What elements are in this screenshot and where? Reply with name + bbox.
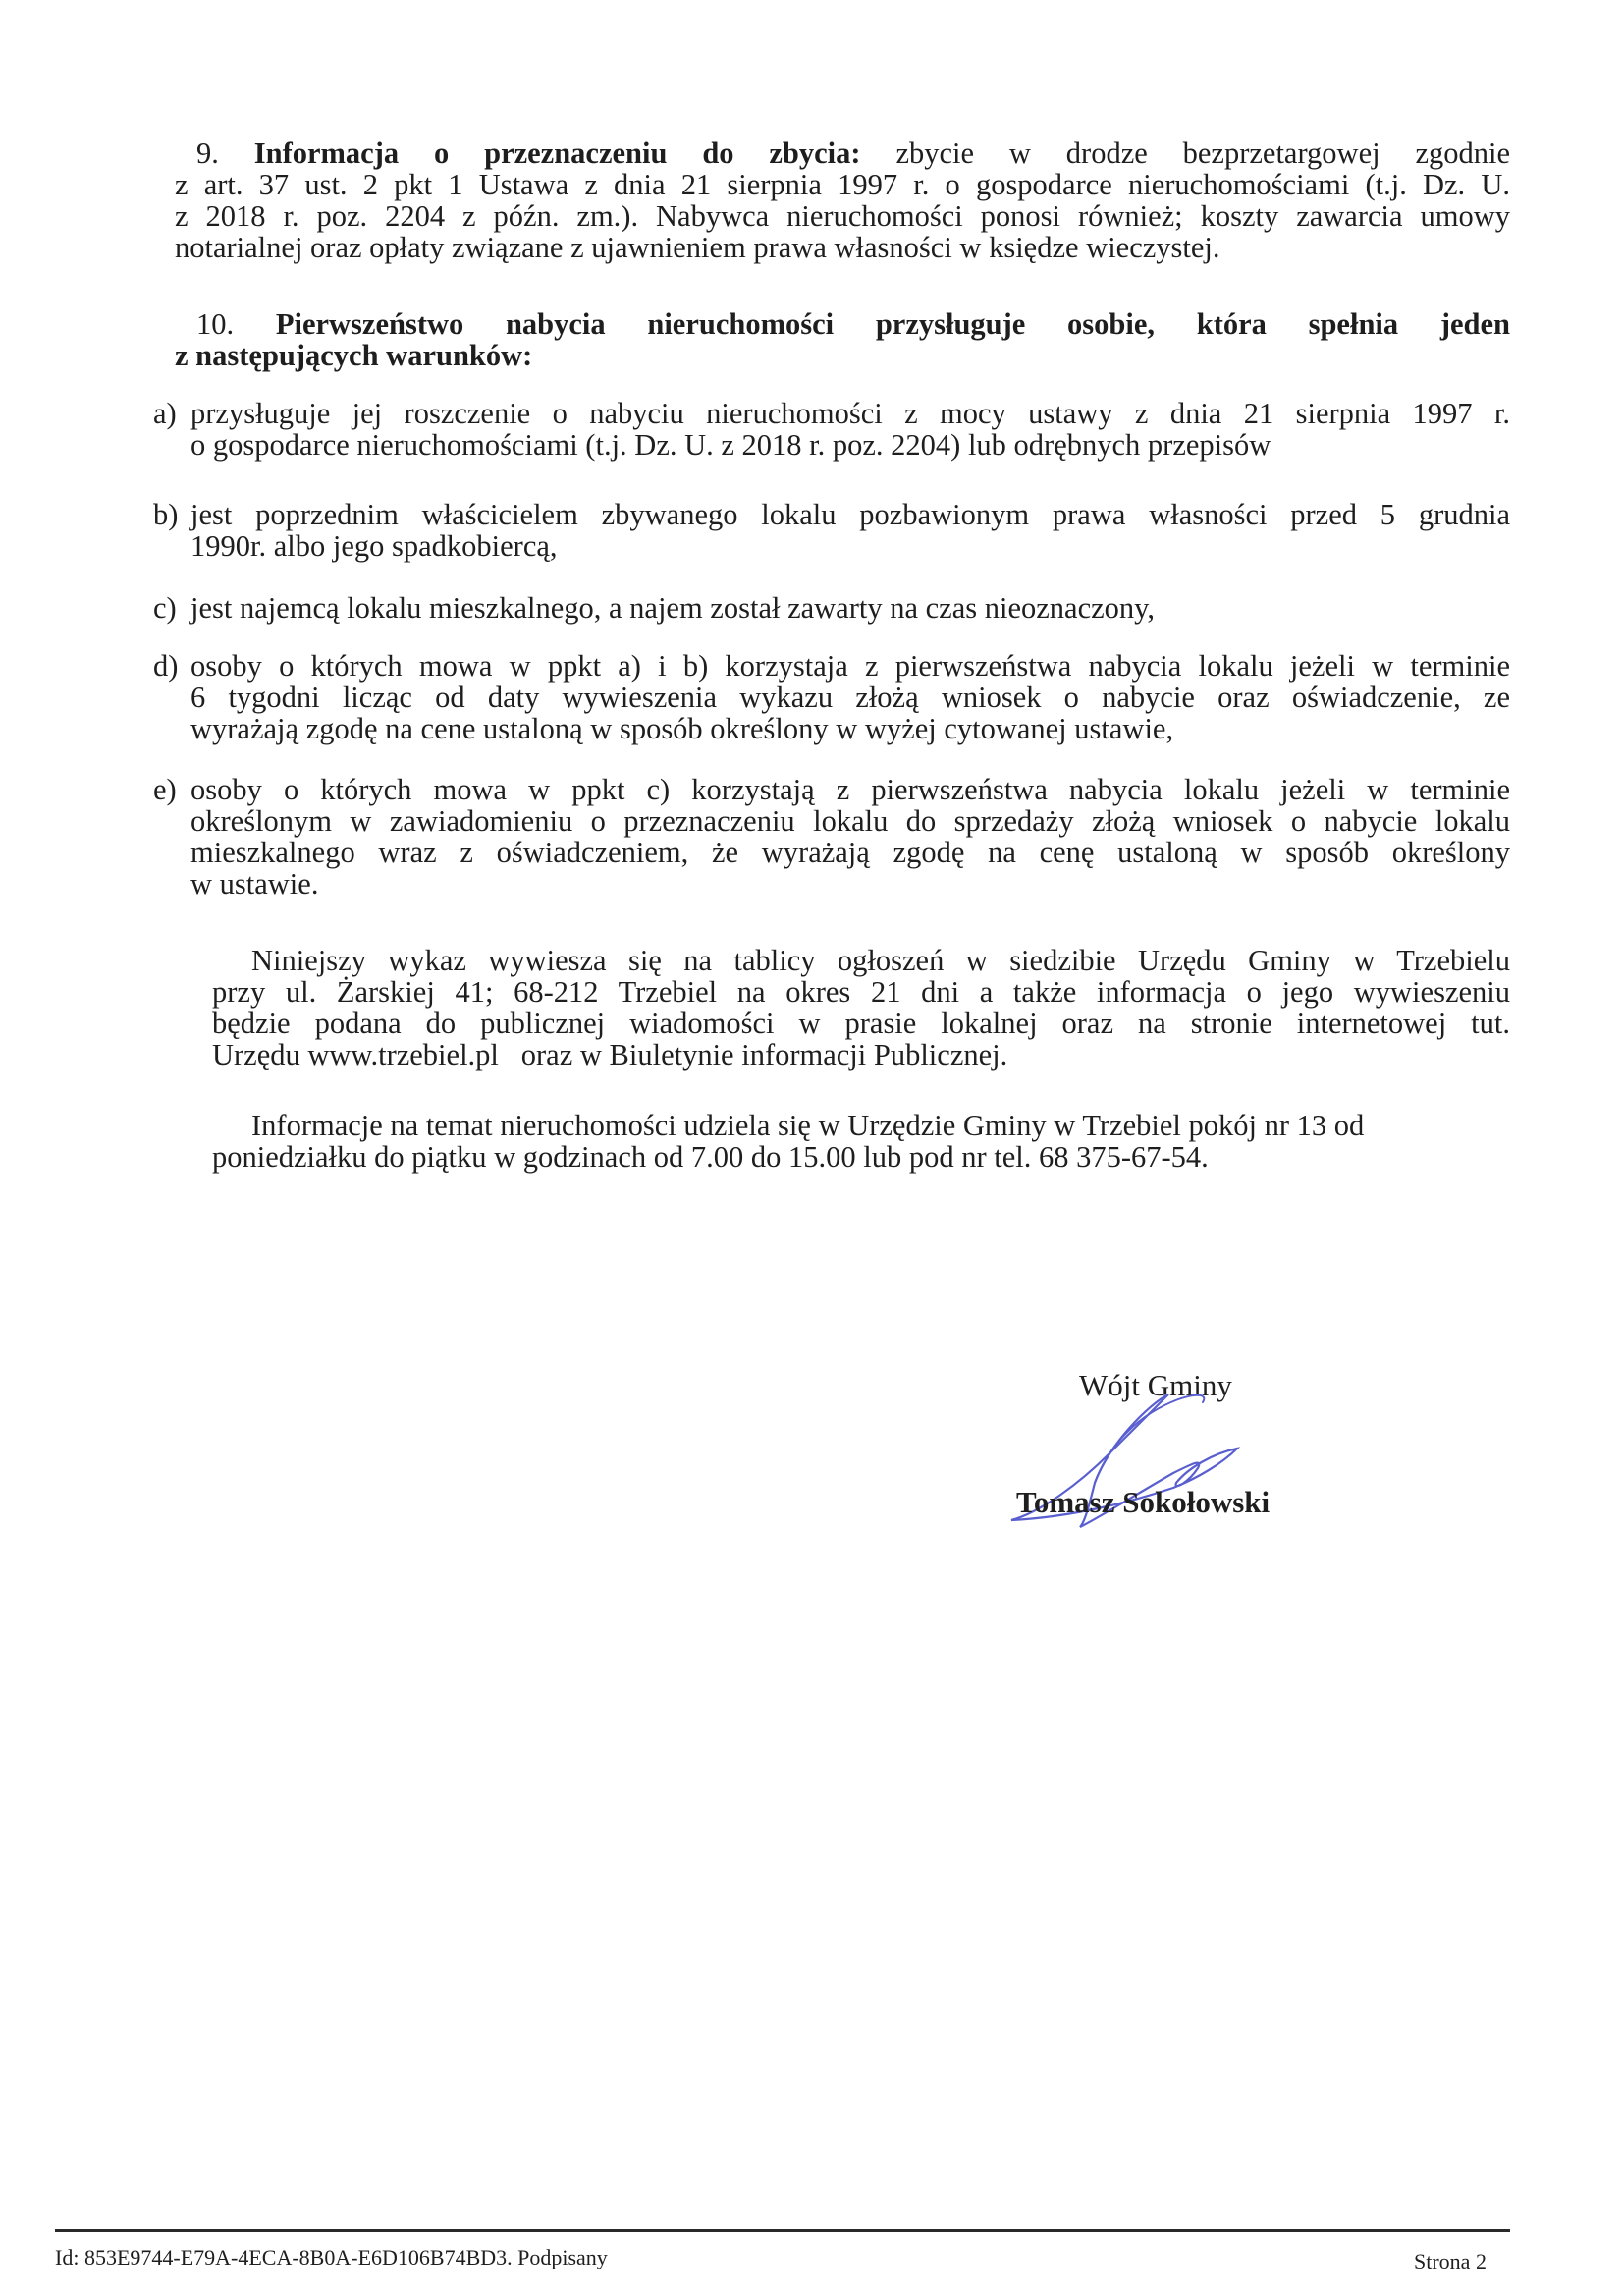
notice-line: Urzędu www.trzebiel.pl oraz w Biuletynie informacji Publicznej. [212, 1038, 1008, 1071]
contact-line: poniedziałku do piątku w godzinach od 7.00 do 15.00 lub pod nr tel. 68 375-67-54. [212, 1140, 1209, 1174]
section-9-number: 9. [196, 137, 219, 170]
section-9-line-1 [175, 137, 1510, 169]
section-10-heading-text: Pierwszeństwo nabycia nieruchomości przysługuje osobie, która spełnia jeden [275, 307, 1510, 341]
condition-line: osoby o których mowa w ppkt c) korzystają z pierwszeństwa nabycia lokalu jeżeli w terminie [190, 773, 1510, 806]
section-10-heading [175, 308, 1510, 371]
section-10-heading-line-1 [175, 308, 1510, 340]
section-9 [175, 137, 1510, 263]
condition-label: a) [153, 397, 177, 430]
condition-item-a [153, 398, 1510, 461]
section-10-heading-line-2: z następujących warunków: [175, 339, 533, 372]
section-9-line-3: z 2018 r. poz. 2204 z późn. zm.). Nabywca nieruchomości ponosi również; koszty zawarcia umowy [175, 199, 1510, 233]
notice-line: Niniejszy wykaz wywiesza się na tablicy ogłoszeń w siedzibie Urzędu Gminy w Trzebielu [251, 944, 1510, 977]
condition-line: przysługuje jej roszczenie o nabyciu nieruchomości z mocy ustawy z dnia 21 sierpnia 1997 r. [190, 397, 1510, 430]
notice-paragraph [212, 945, 1510, 1070]
footer-divider [55, 2229, 1510, 2232]
condition-line: osoby o których mowa w ppkt a) i b) korzystaja z pierwszeństwa nabycia lokalu jeżeli w terminie [190, 649, 1510, 683]
condition-line: 6 tygodni licząc od daty wywieszenia wykazu złożą wniosek o nabycie oraz oświadczenie, ze [190, 681, 1510, 714]
signatory-title: Wójt Gminy [1079, 1368, 1232, 1402]
signatory-name: Tomasz Sokołowski [1016, 1485, 1271, 1519]
condition-item-e [153, 774, 1510, 900]
contact-line: Informacje na temat nieruchomości udziela się w Urzędzie Gminy w Trzebiel pokój nr 13 od [251, 1109, 1365, 1142]
notice-line: będzie podana do publicznej wiadomości w prasie lokalnej oraz na stronie internetowej tut. [212, 1007, 1510, 1040]
condition-item-b [153, 499, 1510, 562]
condition-line: 1990r. albo jego spadkobiercą, [190, 529, 558, 563]
document-id: Id: 853E9744-E79A-4ECA-8B0A-E6D106B74BD3. Podpisany [55, 2245, 608, 2269]
section-9-line-2: z art. 37 ust. 2 pkt 1 Ustawa z dnia 21 sierpnia 1997 r. o gospodarce nieruchomościami (t.j. Dz. U. [175, 168, 1510, 201]
page-number: Strona 2 [1414, 2249, 1487, 2273]
condition-label: b) [153, 498, 179, 531]
condition-item-c [153, 592, 1510, 624]
condition-line: określonym w zawiadomieniu o przeznaczeniu lokalu do sprzedaży złożą wniosek o nabycie lokalu [190, 804, 1510, 838]
section-10-number: 10. [196, 307, 235, 341]
section-9-heading: Informacja o przeznaczeniu do zbycia: [253, 137, 861, 170]
condition-line: o gospodarce nieruchomościami (t.j. Dz. U. z 2018 r. poz. 2204) lub odrębnych przepisów [190, 428, 1271, 462]
condition-line: wyrażają zgodę na cene ustaloną w sposób określony w wyżej cytowanej ustawie, [190, 712, 1174, 745]
section-9-line-4: notarialnej oraz opłaty związane z ujawnieniem prawa własności w księdze wieczystej. [175, 231, 1220, 264]
condition-line: w ustawie. [190, 867, 319, 901]
section-9-text: zbycie w drodze bezprzetargowej zgodnie [895, 137, 1511, 170]
condition-label: d) [153, 649, 179, 683]
condition-line: jest najemcą lokalu mieszkalnego, a najem został zawarty na czas nieoznaczony, [190, 591, 1156, 625]
condition-label: c) [153, 591, 177, 625]
contact-paragraph [212, 1110, 1488, 1173]
condition-label: e) [153, 773, 177, 806]
condition-item-d [153, 650, 1510, 744]
notice-line: przy ul. Żarskiej 41; 68-212 Trzebiel na okres 21 dni a także informacja o jego wywieszeniu [212, 975, 1510, 1009]
condition-line: jest poprzednim właścicielem zbywanego lokalu pozbawionym prawa własności przed 5 grudnia [190, 498, 1510, 531]
condition-line: mieszkalnego wraz z oświadczeniem, że wyrażają zgodę na cenę ustaloną w sposób określony [190, 836, 1510, 869]
